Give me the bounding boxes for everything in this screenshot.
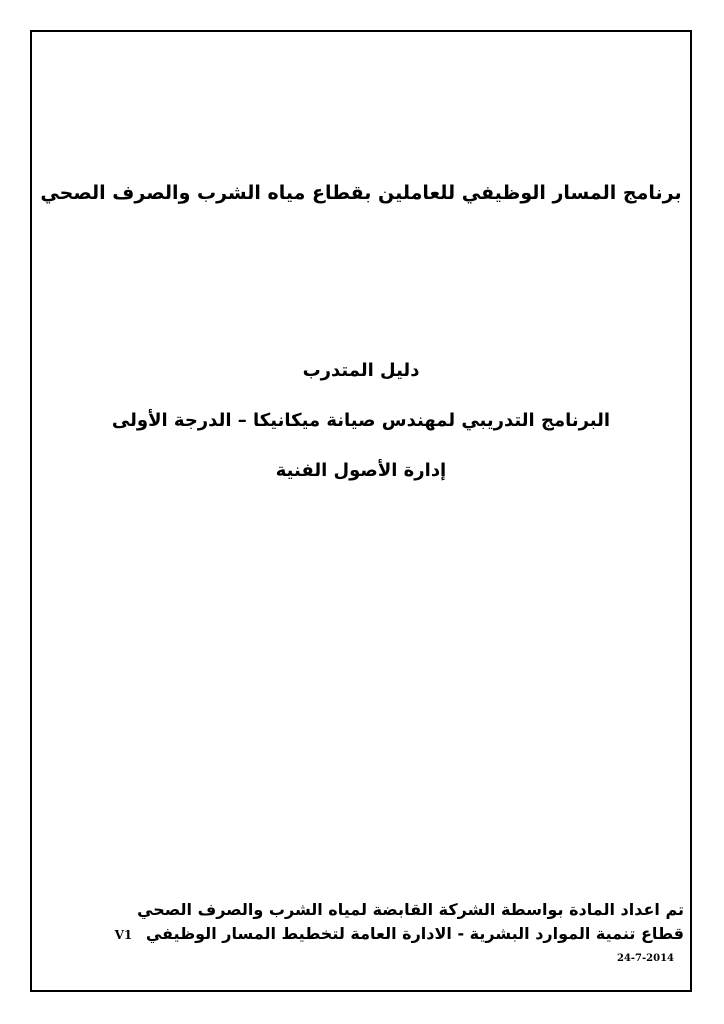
footer	[115, 898, 684, 947]
course-title: البرنامج التدريبي لمهندس صيانة ميكانيكا – الدرجة الأولى	[111, 410, 611, 431]
guide-label: دليل المتدرب	[302, 360, 420, 381]
footer-line-2-text: قطاع تنمية الموارد البشرية - الادارة العامة لتخطيط المسار الوظيفي	[145, 924, 684, 943]
footer-date: 24-7-2014	[616, 953, 674, 964]
page-frame	[30, 30, 692, 992]
footer-line-2	[115, 922, 684, 947]
program-title: برنامج المسار الوظيفي للعاملين بقطاع مياه الشرب والصرف الصحي	[40, 182, 682, 204]
department-name: إدارة الأصول الفنية	[275, 460, 447, 481]
version-label: V1	[114, 928, 133, 942]
footer-line-1: تم اعداد المادة بواسطة الشركة القابضة لمياه الشرب والصرف الصحي	[137, 900, 684, 919]
